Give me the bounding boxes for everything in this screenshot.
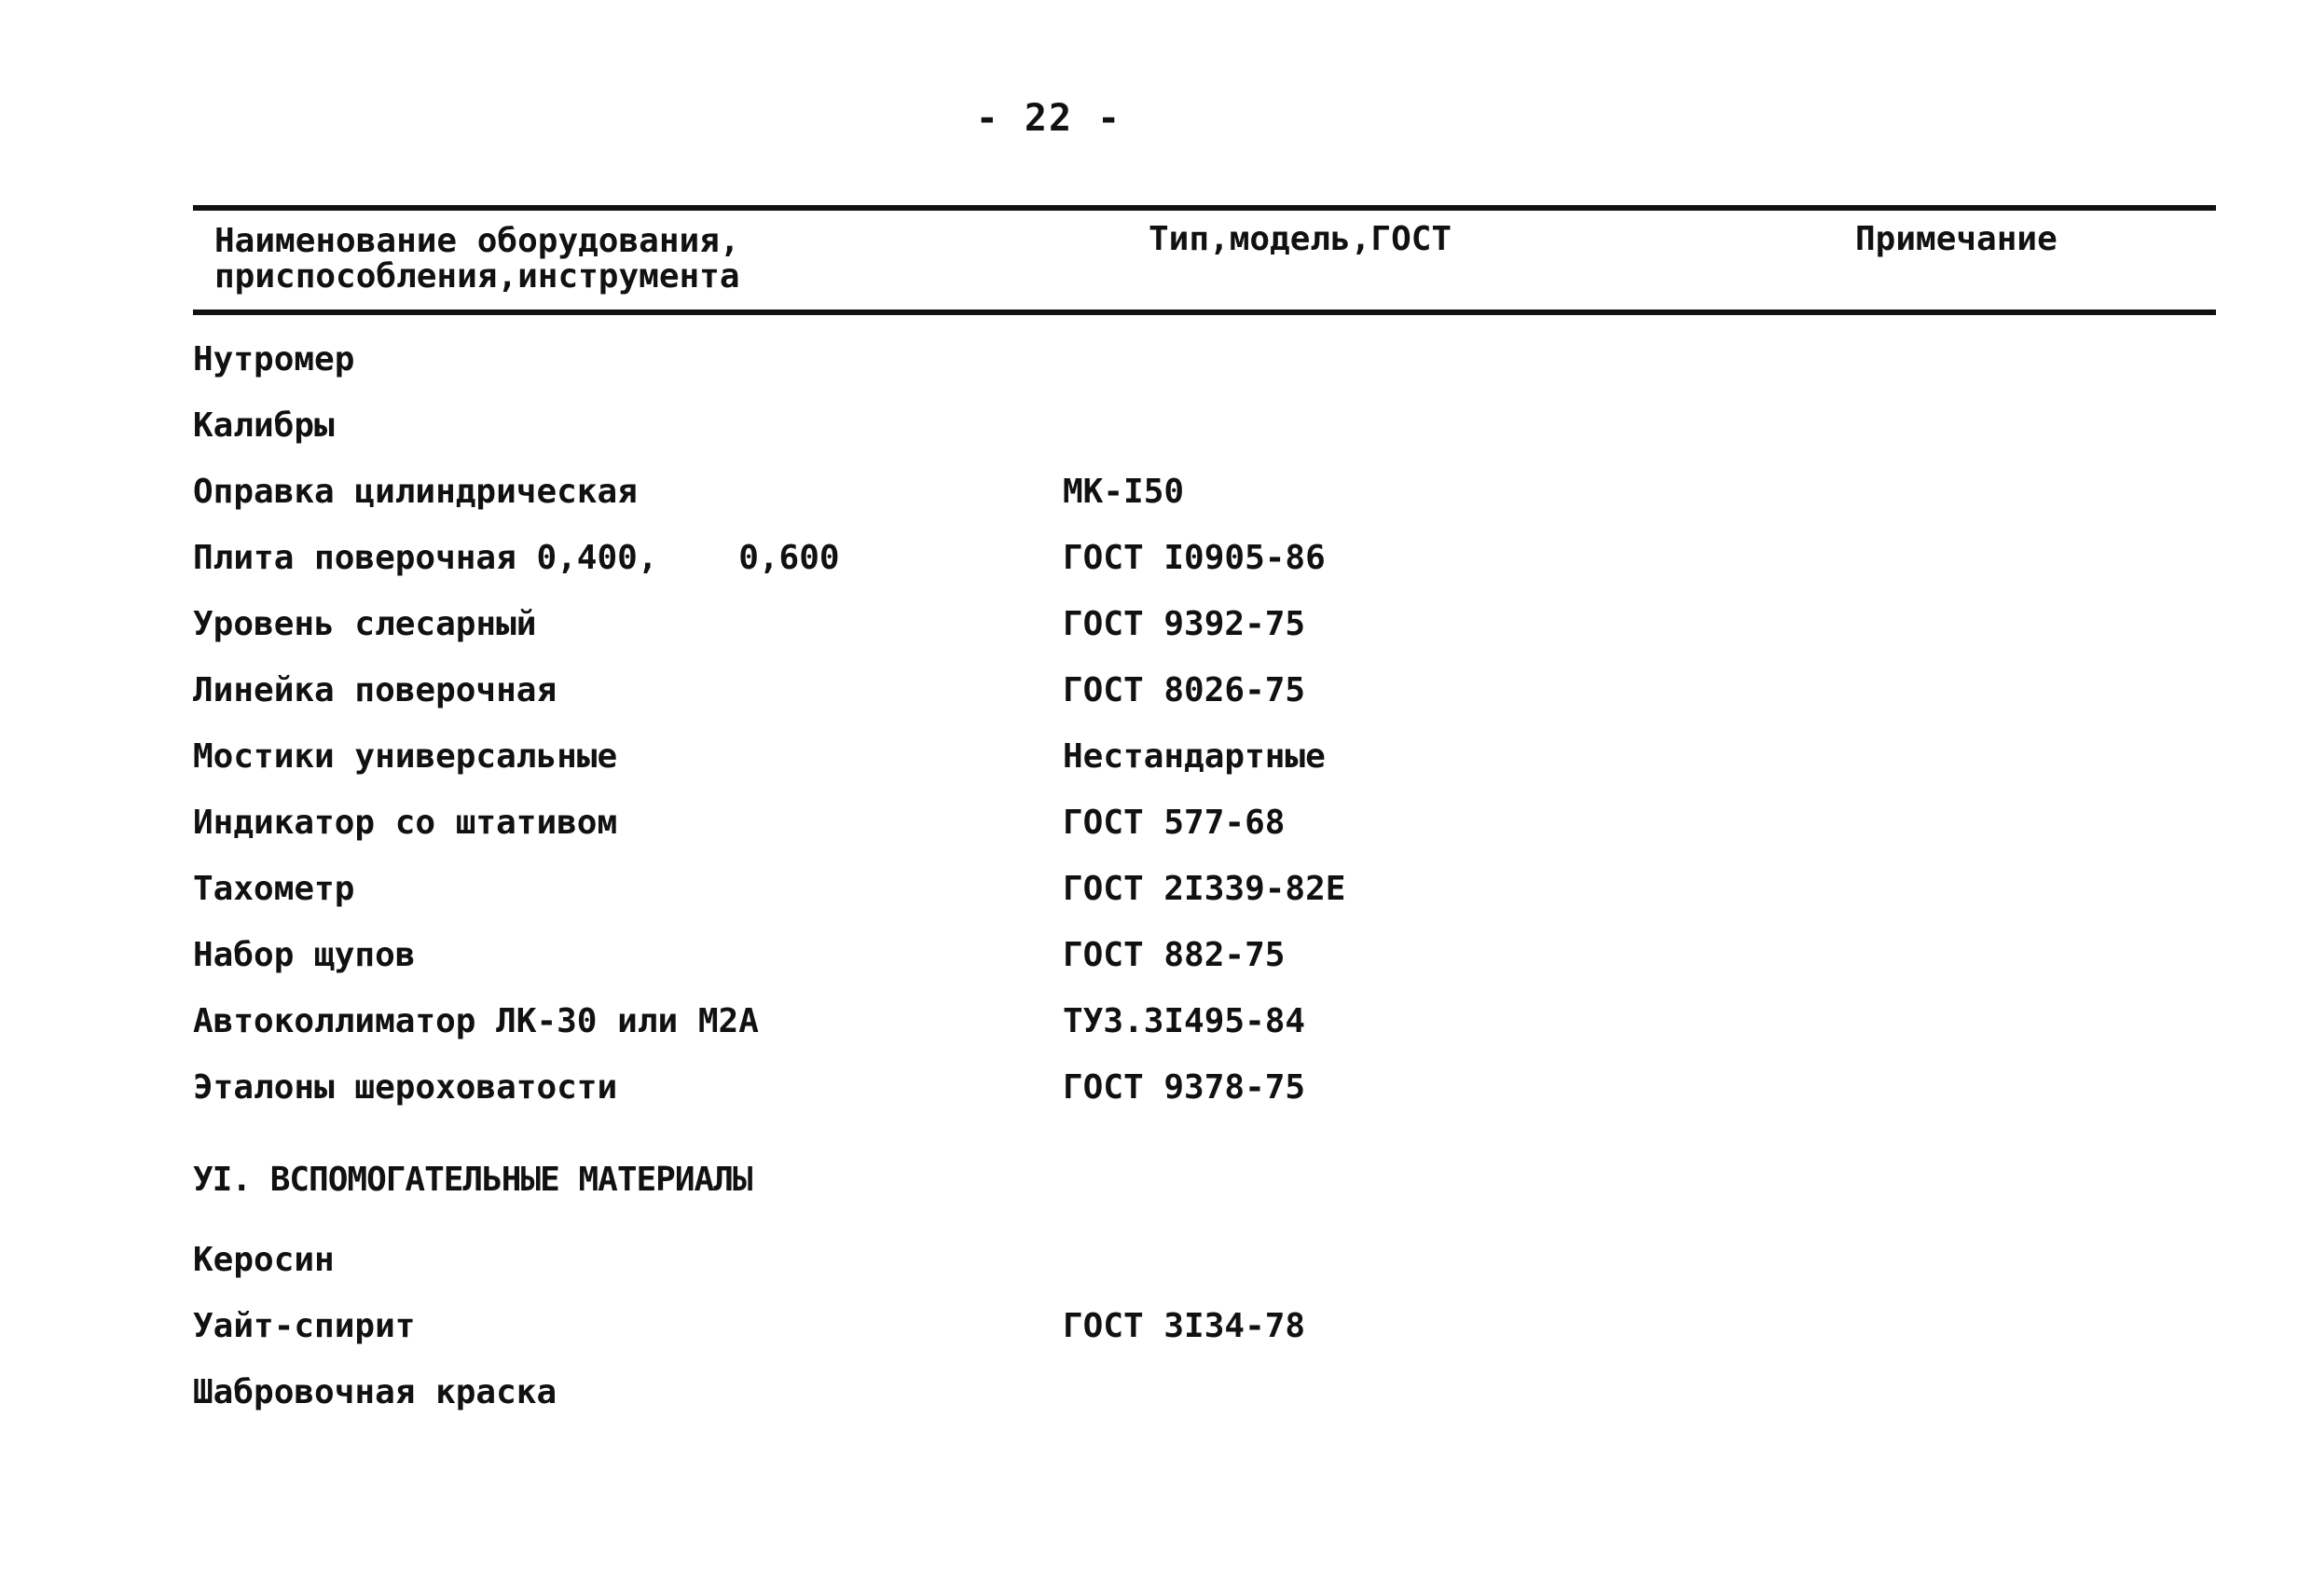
table-row: [193, 470, 2216, 536]
material-name: Керосин: [193, 1241, 335, 1279]
table-row: [193, 602, 2216, 668]
row-name: Мостики универсальные: [193, 737, 618, 776]
table-header-rule: [193, 310, 2216, 315]
column-header-name: Наименование оборудования, приспособления,инструмента: [214, 222, 740, 296]
table-row: [193, 999, 2216, 1066]
material-name: Шабровочная краска: [193, 1373, 557, 1411]
row-name: Набор щупов: [193, 936, 416, 974]
table-row: [193, 536, 2216, 602]
row-type: ГОСТ 882-75: [1063, 936, 1286, 974]
row-type: ГОСТ 8026-75: [1063, 671, 1306, 709]
list-item: [193, 1370, 2216, 1437]
table-row: [193, 404, 2216, 470]
row-type: ГОСТ I0905-86: [1063, 539, 1326, 577]
list-item: [193, 1238, 2216, 1304]
row-name: Уровень слесарный: [193, 605, 537, 643]
column-header-note: Примечание: [1855, 220, 2057, 258]
row-type: ГОСТ 2I339-82Е: [1063, 870, 1346, 908]
table-row: [193, 668, 2216, 735]
table-top-rule: [193, 205, 2216, 211]
row-name: Нутромер: [193, 340, 355, 378]
row-name: Тахометр: [193, 870, 355, 908]
equipment-table-body: [193, 337, 2216, 1132]
list-item: [193, 1304, 2216, 1370]
row-name: Эталоны шероховатости: [193, 1068, 618, 1107]
table-row: [193, 867, 2216, 933]
row-type: ГОСТ 9378-75: [1063, 1068, 1306, 1107]
row-type: МК-I50: [1063, 473, 1185, 511]
material-type: ГОСТ 3I34-78: [1063, 1307, 1306, 1345]
table-row: [193, 735, 2216, 801]
row-type: ТУ3.3I495-84: [1063, 1002, 1306, 1040]
row-name: Калибры: [193, 406, 335, 445]
row-type: Нестандартные: [1063, 737, 1326, 776]
section-heading: УI. ВСПОМОГАТЕЛЬНЫЕ МАТЕРИАЛЫ: [193, 1161, 752, 1199]
table-row: [193, 933, 2216, 999]
column-header-type: Тип,модель,ГОСТ: [1149, 220, 1452, 258]
row-name: Оправка цилиндрическая: [193, 473, 638, 511]
material-name: Уайт-спирит: [193, 1307, 416, 1345]
row-name: Автоколлиматор ЛК-30 или М2А: [193, 1002, 759, 1040]
table-row: [193, 1066, 2216, 1132]
row-name: Линейка поверочная: [193, 671, 557, 709]
row-type: ГОСТ 9392-75: [1063, 605, 1306, 643]
row-type: ГОСТ 577-68: [1063, 804, 1286, 842]
table-row: [193, 337, 2216, 404]
row-name: Плита поверочная 0,400, 0,600: [193, 539, 840, 577]
table-row: [193, 801, 2216, 867]
page-number: - 22 -: [975, 97, 1122, 140]
materials-list: [193, 1238, 2216, 1437]
row-name: Индикатор со штативом: [193, 804, 618, 842]
